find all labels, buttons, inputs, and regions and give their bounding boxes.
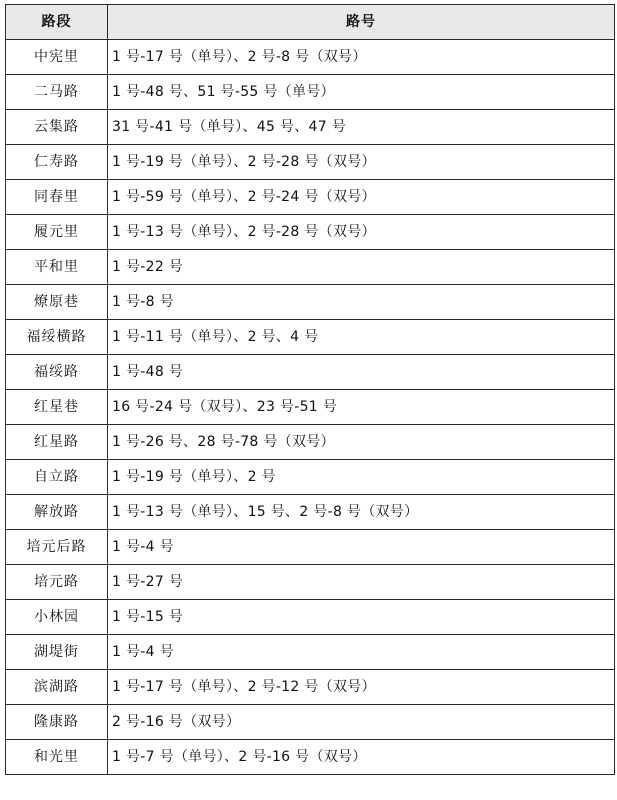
road-name-cell: 隆康路 — [6, 705, 108, 740]
road-numbers-cell: 1 号-48 号 — [108, 355, 615, 390]
road-numbers-cell: 1 号-27 号 — [108, 565, 615, 600]
road-numbers-cell: 1 号-8 号 — [108, 285, 615, 320]
table-row — [6, 180, 615, 215]
road-name-cell: 湖堤街 — [6, 635, 108, 670]
road-name-cell: 自立路 — [6, 460, 108, 495]
table-row — [6, 600, 615, 635]
road-name-cell: 云集路 — [6, 110, 108, 145]
road-numbers-cell: 1 号-13 号（单号）、15 号、2 号-8 号（双号） — [108, 495, 615, 530]
road-name-cell: 培元后路 — [6, 530, 108, 565]
table-row — [6, 635, 615, 670]
road-numbers-cell: 1 号-22 号 — [108, 250, 615, 285]
road-name-cell: 二马路 — [6, 75, 108, 110]
road-name-cell: 燎原巷 — [6, 285, 108, 320]
road-name-cell: 和光里 — [6, 740, 108, 775]
table-row — [6, 705, 615, 740]
table-row — [6, 285, 615, 320]
header-road-number: 路号 — [108, 5, 615, 40]
table-row — [6, 425, 615, 460]
road-numbers-cell: 1 号-13 号（单号）、2 号-28 号（双号） — [108, 215, 615, 250]
road-numbers-cell: 16 号-24 号（双号）、23 号-51 号 — [108, 390, 615, 425]
road-numbers-cell: 1 号-17 号（单号）、2 号-12 号（双号） — [108, 670, 615, 705]
road-name-cell: 中宪里 — [6, 40, 108, 75]
table-row — [6, 250, 615, 285]
road-name-cell: 红星巷 — [6, 390, 108, 425]
road-numbers-cell: 1 号-4 号 — [108, 530, 615, 565]
table-row — [6, 460, 615, 495]
road-numbers-cell: 1 号-48 号、51 号-55 号（单号） — [108, 75, 615, 110]
road-name-cell: 福绥横路 — [6, 320, 108, 355]
road-numbers-cell: 1 号-17 号（单号）、2 号-8 号（双号） — [108, 40, 615, 75]
road-numbers-cell: 1 号-15 号 — [108, 600, 615, 635]
road-name-cell: 福绥路 — [6, 355, 108, 390]
road-numbers-cell: 1 号-26 号、28 号-78 号（双号） — [108, 425, 615, 460]
road-name-cell: 仁寿路 — [6, 145, 108, 180]
table-row — [6, 390, 615, 425]
road-numbers-cell: 31 号-41 号（单号）、45 号、47 号 — [108, 110, 615, 145]
table-row — [6, 495, 615, 530]
table-body — [6, 40, 615, 775]
road-number-table-container — [5, 4, 614, 775]
road-name-cell: 红星路 — [6, 425, 108, 460]
road-name-cell: 滨湖路 — [6, 670, 108, 705]
road-number-table — [5, 4, 615, 775]
table-row — [6, 670, 615, 705]
header-road-segment: 路段 — [6, 5, 108, 40]
table-row — [6, 740, 615, 775]
road-numbers-cell: 1 号-4 号 — [108, 635, 615, 670]
table-row — [6, 110, 615, 145]
road-name-cell: 履元里 — [6, 215, 108, 250]
road-numbers-cell: 1 号-11 号（单号）、2 号、4 号 — [108, 320, 615, 355]
table-row — [6, 565, 615, 600]
table-row — [6, 215, 615, 250]
table-row — [6, 40, 615, 75]
road-numbers-cell: 1 号-7 号（单号）、2 号-16 号（双号） — [108, 740, 615, 775]
road-name-cell: 解放路 — [6, 495, 108, 530]
table-row — [6, 530, 615, 565]
road-numbers-cell: 1 号-19 号（单号）、2 号 — [108, 460, 615, 495]
road-numbers-cell: 2 号-16 号（双号） — [108, 705, 615, 740]
header-row — [6, 5, 615, 40]
road-name-cell: 平和里 — [6, 250, 108, 285]
road-name-cell: 培元路 — [6, 565, 108, 600]
table-row — [6, 320, 615, 355]
table-row — [6, 75, 615, 110]
road-numbers-cell: 1 号-19 号（单号）、2 号-28 号（双号） — [108, 145, 615, 180]
table-row — [6, 355, 615, 390]
table-header — [6, 5, 615, 40]
road-name-cell: 同春里 — [6, 180, 108, 215]
table-row — [6, 145, 615, 180]
road-name-cell: 小林园 — [6, 600, 108, 635]
road-numbers-cell: 1 号-59 号（单号）、2 号-24 号（双号） — [108, 180, 615, 215]
